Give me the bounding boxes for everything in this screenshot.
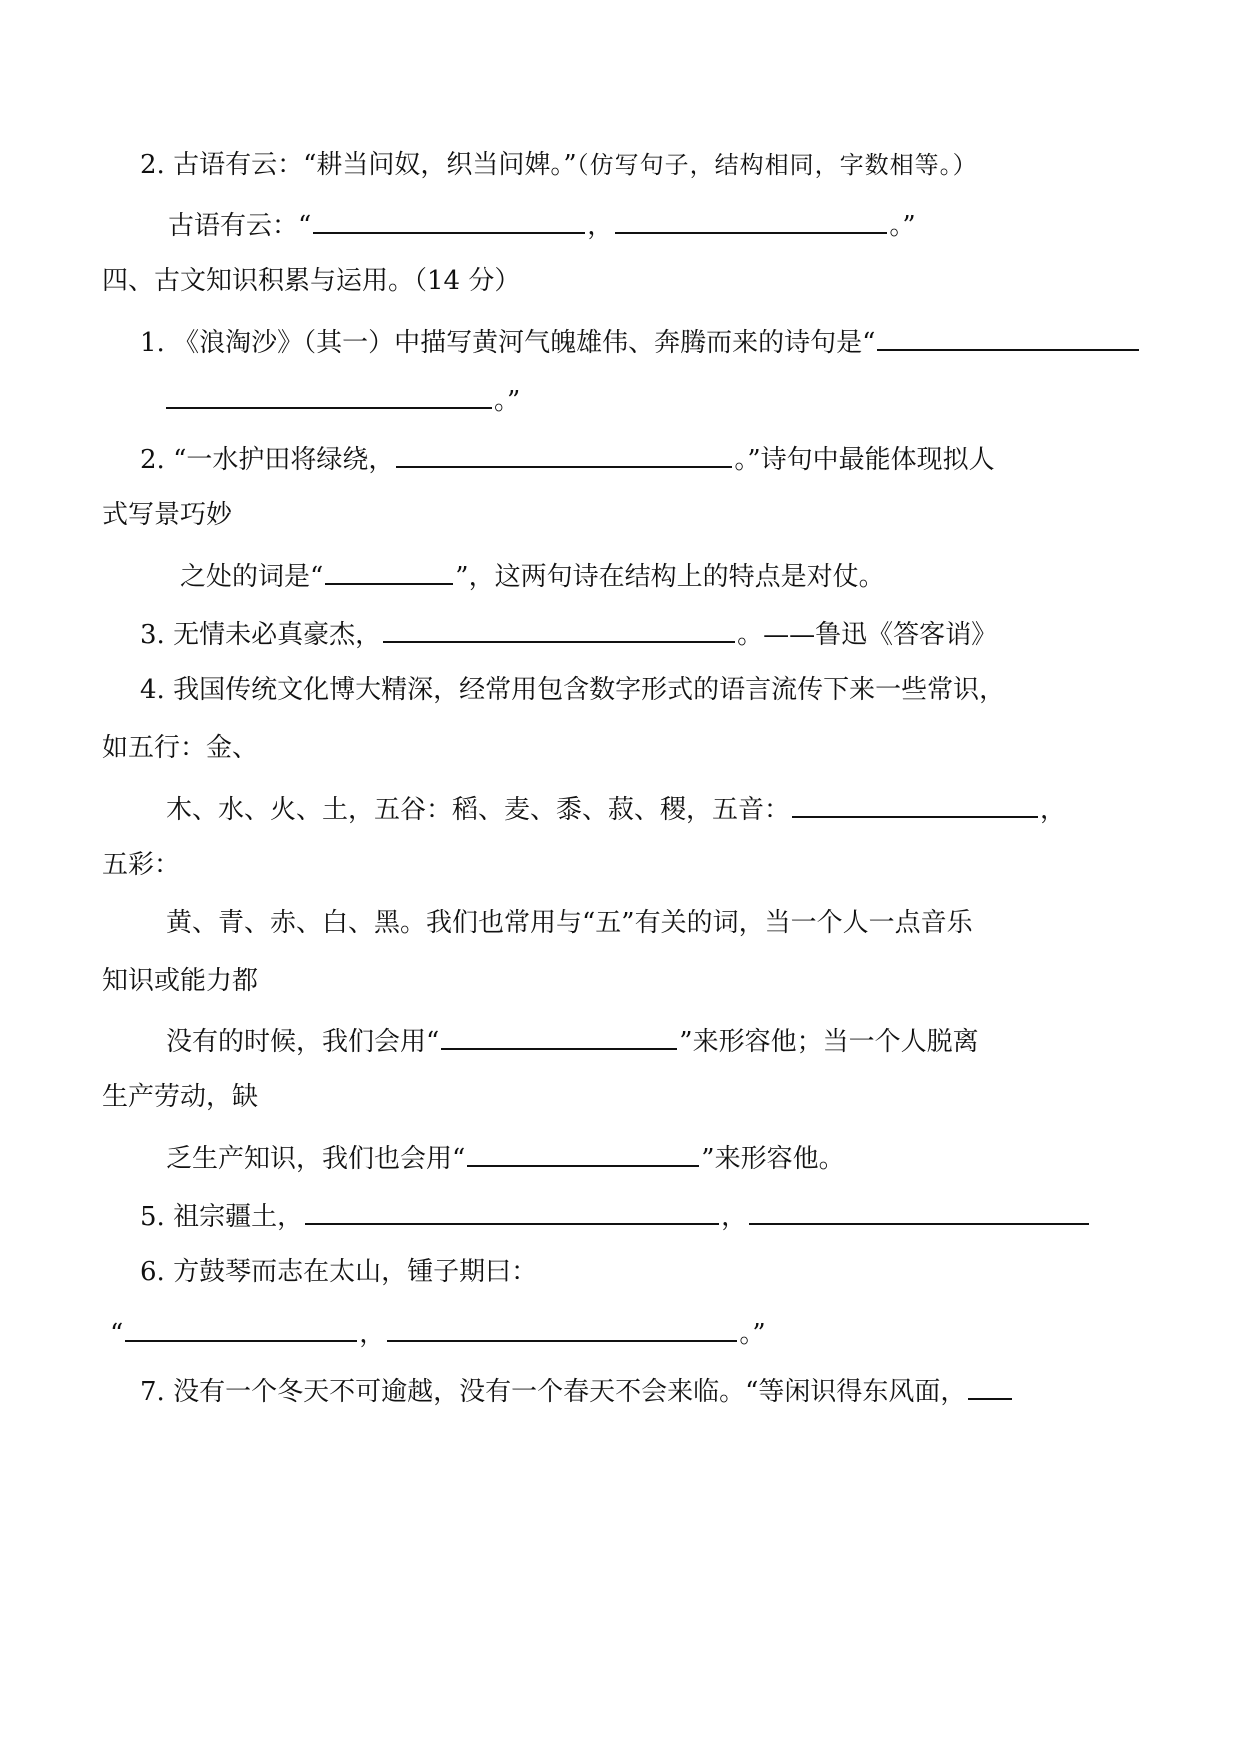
question-text: 。——鲁迅《答客诮》 (737, 620, 998, 650)
question-text: ”来形容他；当一个人脱离 (679, 1027, 979, 1057)
question-text: ”，这两句诗在结构上的特点是对仗。 (455, 562, 885, 592)
answer-prefix: 古语有云：“ (168, 211, 312, 241)
answer-blank[interactable] (396, 440, 732, 468)
answer-separator: ， (721, 1202, 748, 1232)
answer-blank[interactable] (615, 206, 887, 234)
question-4-5 (140, 1197, 1089, 1234)
question-text: 。”诗句中最能体现拟人 (734, 445, 995, 475)
question-4-2-wrap: 式写景巧妙 (102, 500, 233, 530)
question-4-4-wrap-2: 五彩： (102, 850, 181, 880)
answer-blank[interactable] (749, 1197, 1089, 1225)
answer-suffix: 。” (494, 386, 521, 416)
question-4-4-line-9 (166, 1139, 845, 1176)
answer-blank[interactable] (968, 1372, 1012, 1400)
answer-suffix: 。” (739, 1319, 766, 1349)
answer-prefix: “ (110, 1319, 124, 1349)
question-text: 2. 古语有云：“耕当问奴，织当问婢。” (140, 150, 577, 180)
question-4-4-wrap-1: 如五行：金、 (102, 733, 259, 763)
answer-blank[interactable] (441, 1022, 677, 1050)
question-note: （仿写句子，结构相同，字数相等。） (576, 151, 978, 179)
question-4-4-wrap-3: 知识或能力都 (102, 966, 259, 996)
question-4-4-line-7 (166, 1022, 979, 1059)
question-text: 2. “一水护田将绿绕， (140, 445, 395, 475)
question-4-7 (140, 1372, 1014, 1409)
question-4-1 (140, 323, 1139, 360)
question-4-4-line-3 (166, 790, 1066, 827)
question-4-6: 6. 方鼓琴而志在太山，锺子期曰： (140, 1257, 538, 1287)
answer-blank[interactable] (325, 557, 453, 585)
answer-blank[interactable] (387, 1314, 737, 1342)
question-4-4-line-5: 黄、青、赤、白、黑。我们也常用与“五”有关的词，当一个人一点音乐 (166, 908, 973, 938)
question-text: 5. 祖宗疆土， (140, 1202, 304, 1232)
answer-separator: ， (587, 211, 614, 241)
answer-blank[interactable] (467, 1139, 699, 1167)
answer-separator: ， (1040, 795, 1067, 825)
section-4-title: 四、古文知识积累与运用。（14 分） (102, 266, 521, 296)
answer-blank[interactable] (877, 323, 1139, 351)
question-4-6-answer (110, 1314, 766, 1351)
question-4-2 (140, 440, 995, 477)
question-text: 1. 《浪淘沙》（其一）中描写黄河气魄雄伟、奔腾而来的诗句是“ (140, 328, 876, 358)
answer-blank[interactable] (383, 615, 735, 643)
question-3-2 (140, 148, 978, 182)
answer-blank[interactable] (792, 790, 1038, 818)
question-text: 之处的词是“ (180, 562, 324, 592)
question-4-4-wrap-4: 生产劳动，缺 (102, 1082, 259, 1112)
question-4-3 (140, 615, 997, 652)
answer-blank[interactable] (166, 381, 492, 409)
question-3-2-answer (168, 206, 916, 243)
answer-separator: ， (359, 1319, 386, 1349)
answer-blank[interactable] (313, 206, 585, 234)
answer-suffix: 。” (889, 211, 916, 241)
answer-blank[interactable] (305, 1197, 719, 1225)
question-text: 乏生产知识，我们也会用“ (166, 1144, 466, 1174)
question-4-2-second (180, 557, 885, 594)
question-4-4: 4. 我国传统文化博大精深，经常用包含数字形式的语言流传下来一些常识， (140, 675, 1006, 705)
answer-blank[interactable] (125, 1314, 357, 1342)
question-text: 木、水、火、土，五谷：稻、麦、黍、菽、稷，五音： (166, 795, 791, 825)
question-text: 7. 没有一个冬天不可逾越，没有一个春天不会来临。“等闲识得东风面， (140, 1377, 967, 1407)
question-4-1-continued (164, 381, 520, 418)
question-text: 没有的时候，我们会用“ (166, 1027, 440, 1057)
question-text: 3. 无情未必真豪杰， (140, 620, 382, 650)
question-text: ”来形容他。 (701, 1144, 845, 1174)
